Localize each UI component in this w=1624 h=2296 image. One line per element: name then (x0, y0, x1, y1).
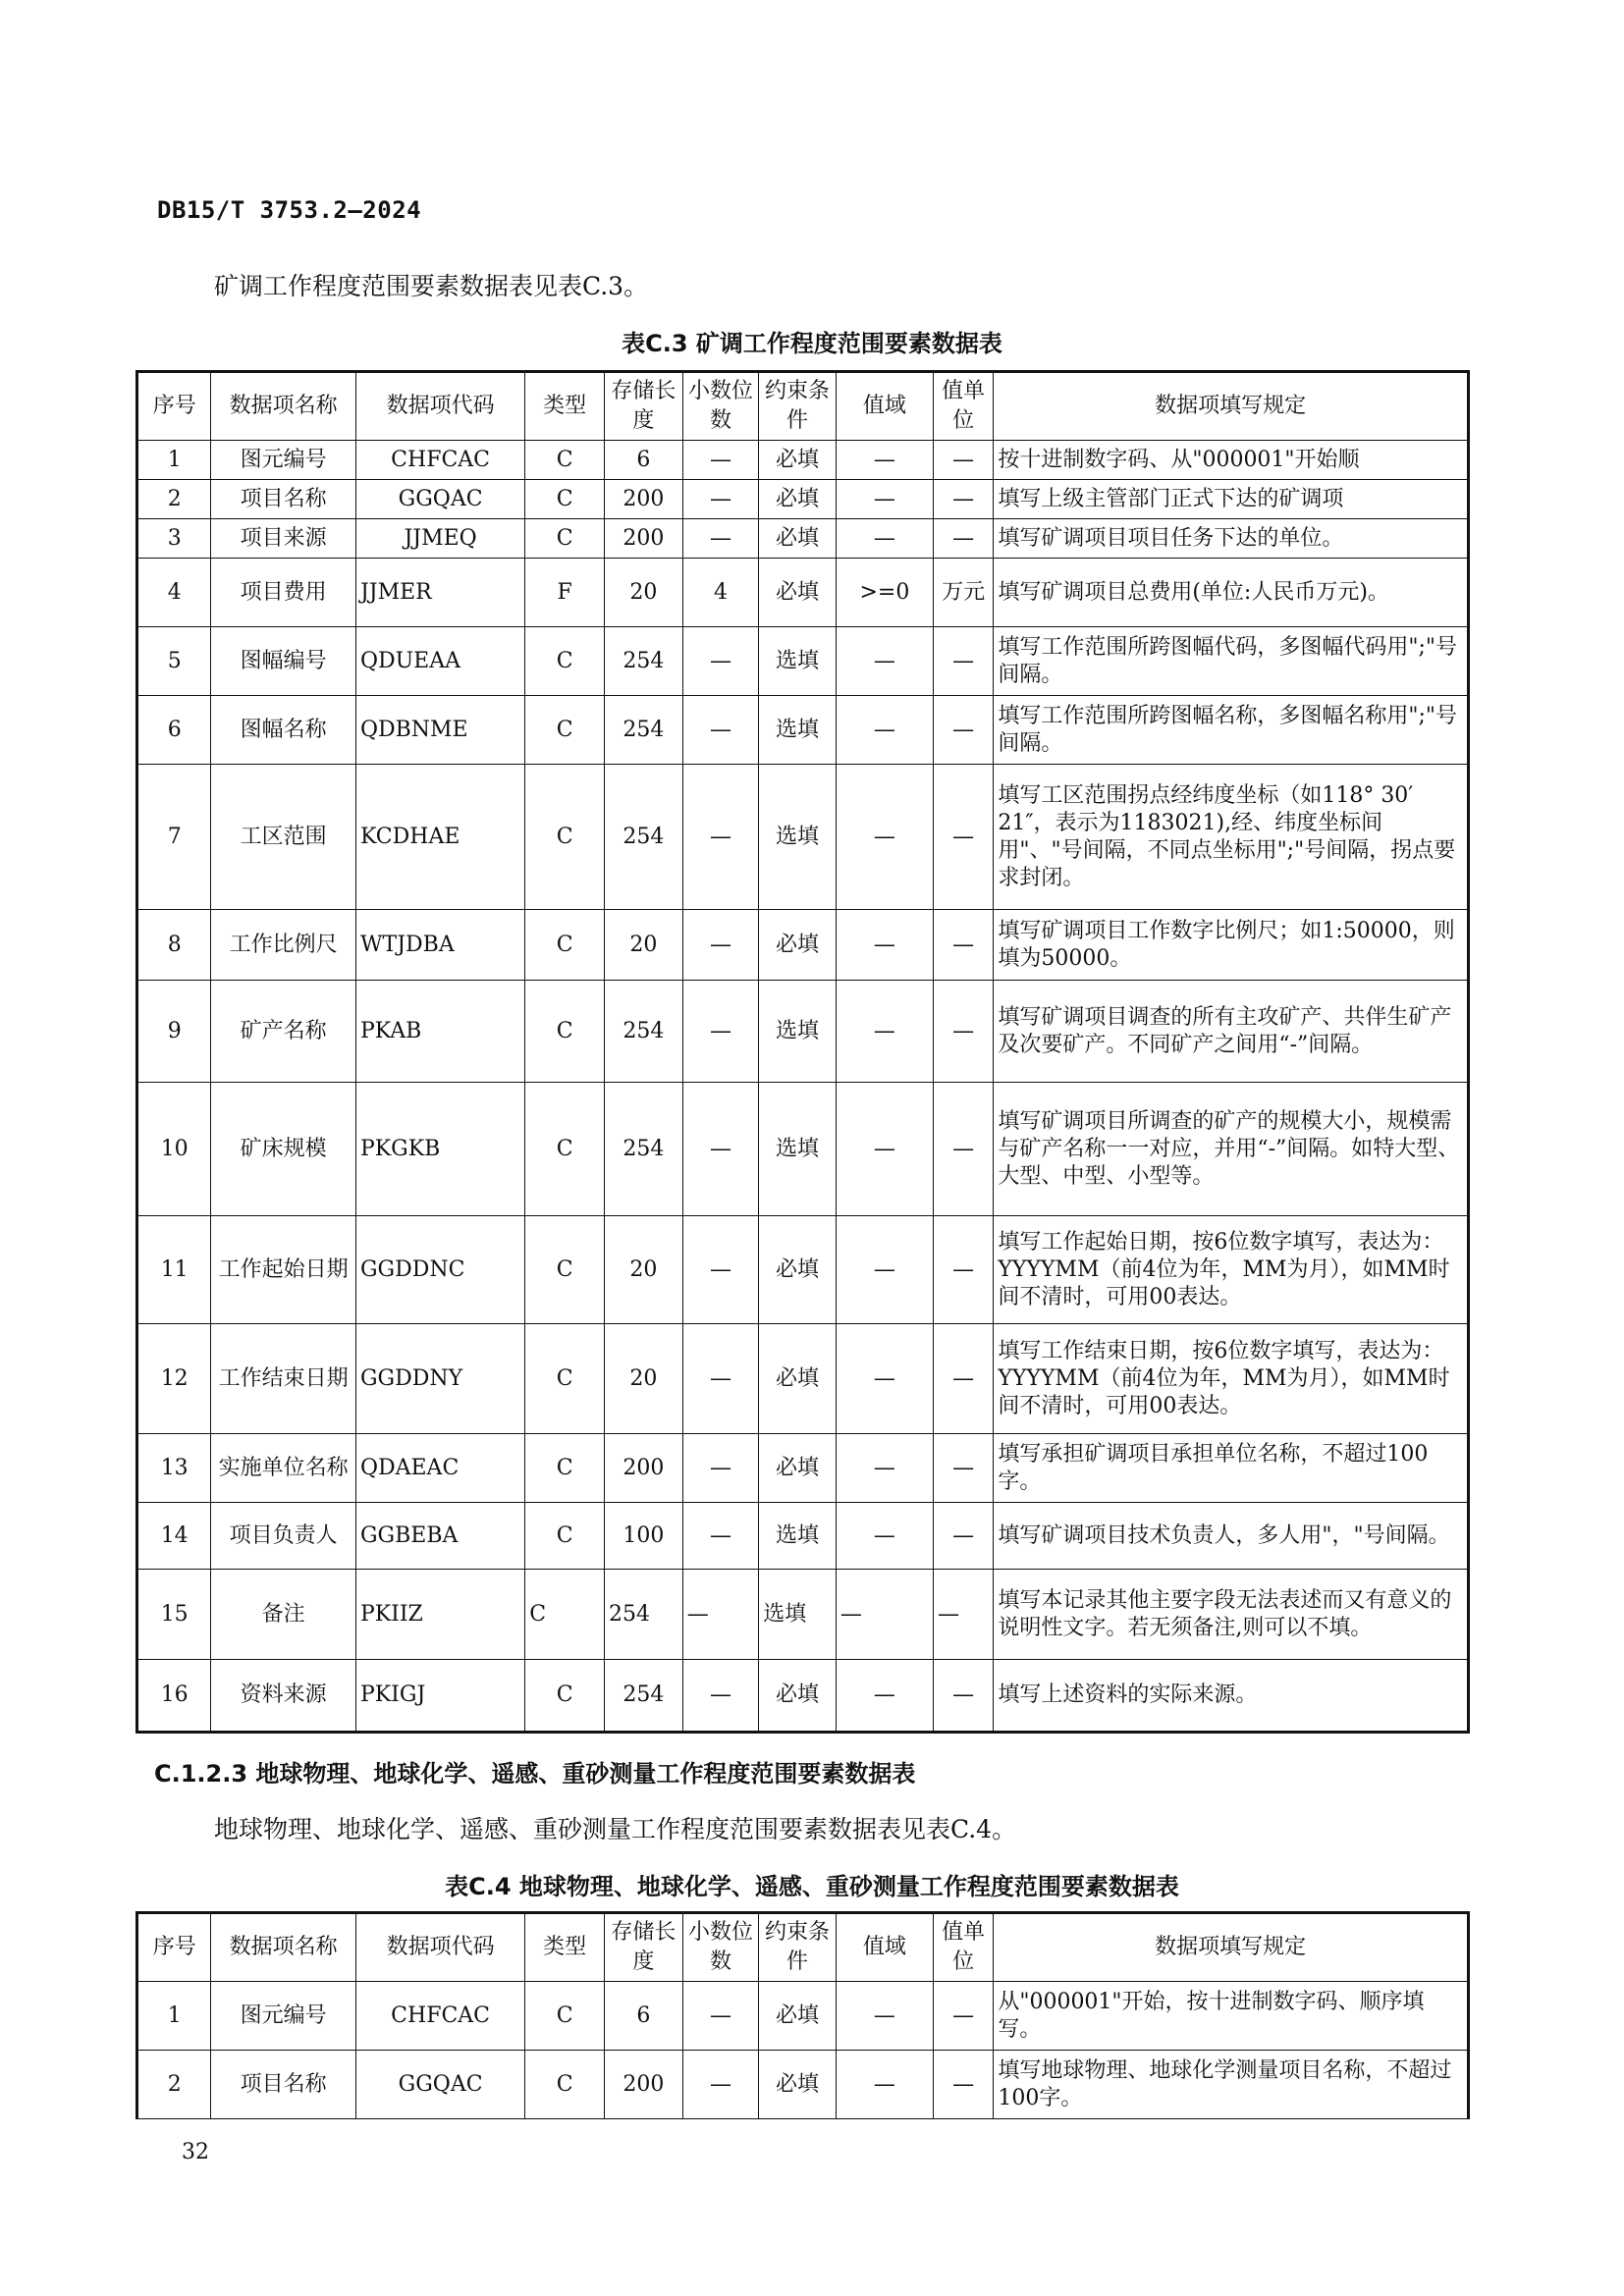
table-c3 (135, 370, 1470, 1734)
table-c3-header-row (137, 372, 1469, 441)
cell-seq: 12 (137, 1324, 211, 1434)
cell-value-range: — (836, 1570, 933, 1660)
cell-storage-length: 254 (605, 981, 683, 1083)
cell-decimal-places: — (682, 910, 759, 981)
cell-value-unit: — (933, 696, 993, 765)
col-header-fill-rule: 数据项填写规定 (994, 372, 1469, 441)
cell-item-code: PKIIZ (355, 1570, 524, 1660)
cell-value-unit: — (933, 1434, 993, 1503)
cell-type: C (525, 1216, 605, 1324)
cell-item-code: GGDDNC (355, 1216, 524, 1324)
cell-value-range: — (836, 1434, 933, 1503)
cell-fill-rule: 填写承担矿调项目承担单位名称，不超过100字。 (994, 1434, 1469, 1503)
cell-value-unit: — (933, 1503, 993, 1570)
cell-value-range: — (836, 1324, 933, 1434)
cell-item-code: PKIGJ (355, 1660, 524, 1733)
cell-item-name: 实施单位名称 (211, 1434, 356, 1503)
col-header-item-code: 数据项代码 (355, 1913, 524, 1982)
table-c4-caption: 表C.4 地球物理、地球化学、遥感、重砂测量工作程度范围要素数据表 (445, 1873, 1179, 1900)
cell-type: C (525, 480, 605, 519)
cell-storage-length: 20 (605, 910, 683, 981)
cell-fill-rule: 填写上级主管部门正式下达的矿调项 (994, 480, 1469, 519)
cell-fill-rule: 填写工作起始日期，按6位数字填写，表达为：YYYYMM（前4位为年，MM为月），如MM时间不清时，可用00表达。 (994, 1216, 1469, 1324)
cell-decimal-places: — (682, 1503, 759, 1570)
col-header-constraint: 约束条件 (759, 372, 837, 441)
cell-value-unit: — (933, 1570, 993, 1660)
cell-value-range: — (836, 519, 933, 559)
cell-item-name: 工作结束日期 (211, 1324, 356, 1434)
cell-fill-rule: 按十进制数字码、从"000001"开始顺 (994, 441, 1469, 480)
cell-storage-length: 254 (605, 696, 683, 765)
table-row (137, 765, 1469, 910)
cell-fill-rule: 填写地球物理、地球化学测量项目名称，不超过100字。 (994, 2051, 1469, 2119)
cell-value-unit: — (933, 1660, 993, 1733)
cell-fill-rule: 从"000001"开始，按十进制数字码、顺序填写。 (994, 1982, 1469, 2051)
cell-decimal-places: — (682, 1660, 759, 1733)
col-header-value-range: 值域 (836, 1913, 933, 1982)
cell-seq: 9 (137, 981, 211, 1083)
cell-item-code: QDBNME (355, 696, 524, 765)
cell-value-unit: — (933, 2051, 993, 2119)
cell-value-range: — (836, 1660, 933, 1733)
table-row (137, 1216, 1469, 1324)
cell-item-code: QDAEAC (355, 1434, 524, 1503)
table-c3-caption: 表C.3 矿调工作程度范围要素数据表 (622, 330, 1002, 357)
col-header-fill-rule: 数据项填写规定 (994, 1913, 1469, 1982)
cell-type: C (525, 1660, 605, 1733)
cell-seq: 10 (137, 1083, 211, 1216)
cell-storage-length: 200 (605, 519, 683, 559)
cell-decimal-places: — (682, 765, 759, 910)
cell-item-code: JJMEQ (355, 519, 524, 559)
cell-constraint: 选填 (759, 981, 837, 1083)
cell-storage-length: 254 (605, 1660, 683, 1733)
cell-item-name: 项目名称 (211, 480, 356, 519)
cell-type: C (525, 910, 605, 981)
cell-type: C (525, 696, 605, 765)
cell-storage-length: 6 (605, 1982, 683, 2051)
table-row (137, 1503, 1469, 1570)
cell-constraint: 必填 (759, 910, 837, 981)
cell-value-range: >=0 (836, 559, 933, 627)
cell-value-unit: — (933, 1324, 993, 1434)
cell-storage-length: 20 (605, 1216, 683, 1324)
cell-seq: 15 (137, 1570, 211, 1660)
cell-constraint: 选填 (759, 1503, 837, 1570)
cell-item-code: JJMER (355, 559, 524, 627)
cell-decimal-places: 4 (682, 559, 759, 627)
table-row (137, 1570, 1469, 1660)
cell-type: C (525, 519, 605, 559)
cell-item-code: WTJDBA (355, 910, 524, 981)
cell-constraint: 必填 (759, 519, 837, 559)
cell-storage-length: 20 (605, 559, 683, 627)
table-row (137, 519, 1469, 559)
cell-value-range: — (836, 1982, 933, 2051)
cell-seq: 16 (137, 1660, 211, 1733)
cell-type: F (525, 559, 605, 627)
cell-item-name: 工作比例尺 (211, 910, 356, 981)
col-header-type: 类型 (525, 372, 605, 441)
table-row (137, 480, 1469, 519)
cell-value-range: — (836, 910, 933, 981)
cell-storage-length: 254 (605, 1570, 683, 1660)
cell-item-code: QDUEAA (355, 627, 524, 696)
cell-item-name: 备注 (211, 1570, 356, 1660)
table-row (137, 696, 1469, 765)
col-header-value-unit: 值单位 (933, 1913, 993, 1982)
intro-paragraph-c3: 矿调工作程度范围要素数据表见表C.3。 (214, 272, 649, 300)
cell-constraint: 选填 (759, 765, 837, 910)
cell-storage-length: 200 (605, 480, 683, 519)
cell-item-name: 项目来源 (211, 519, 356, 559)
cell-item-code: PKAB (355, 981, 524, 1083)
cell-fill-rule: 填写矿调项目项目任务下达的单位。 (994, 519, 1469, 559)
cell-decimal-places: — (682, 2051, 759, 2119)
cell-item-name: 资料来源 (211, 1660, 356, 1733)
cell-fill-rule: 填写矿调项目技术负责人，多人用"，"号间隔。 (994, 1503, 1469, 1570)
cell-value-range: — (836, 627, 933, 696)
cell-type: C (525, 1503, 605, 1570)
cell-seq: 1 (137, 441, 211, 480)
intro-paragraph-c4: 地球物理、地球化学、遥感、重砂测量工作程度范围要素数据表见表C.4。 (214, 1815, 1017, 1843)
cell-value-unit: 万元 (933, 559, 993, 627)
cell-type: C (525, 1434, 605, 1503)
cell-value-unit: — (933, 1083, 993, 1216)
cell-constraint: 必填 (759, 2051, 837, 2119)
cell-storage-length: 254 (605, 627, 683, 696)
cell-value-unit: — (933, 1216, 993, 1324)
cell-constraint: 选填 (759, 627, 837, 696)
cell-constraint: 选填 (759, 696, 837, 765)
cell-value-range: — (836, 480, 933, 519)
cell-type: C (525, 765, 605, 910)
cell-item-code: CHFCAC (355, 441, 524, 480)
cell-value-unit: — (933, 981, 993, 1083)
cell-decimal-places: — (682, 696, 759, 765)
cell-value-unit: — (933, 519, 993, 559)
cell-value-unit: — (933, 1982, 993, 2051)
cell-decimal-places: — (682, 441, 759, 480)
cell-seq: 6 (137, 696, 211, 765)
cell-constraint: 必填 (759, 480, 837, 519)
cell-decimal-places: — (682, 981, 759, 1083)
cell-fill-rule: 填写本记录其他主要字段无法表述而又有意义的说明性文字。若无须备注,则可以不填。 (994, 1570, 1469, 1660)
cell-item-code: GGBEBA (355, 1503, 524, 1570)
cell-type: C (525, 627, 605, 696)
cell-seq: 5 (137, 627, 211, 696)
table-c4 (135, 1911, 1470, 2119)
cell-fill-rule: 填写矿调项目所调查的矿产的规模大小，规模需与矿产名称一一对应，并用“-”间隔。如特大型、大型、中型、小型等。 (994, 1083, 1469, 1216)
col-header-value-unit: 值单位 (933, 372, 993, 441)
table-row (137, 2051, 1469, 2119)
col-header-decimal-places: 小数位数 (682, 372, 759, 441)
cell-decimal-places: — (682, 480, 759, 519)
cell-fill-rule: 填写矿调项目总费用(单位:人民币万元)。 (994, 559, 1469, 627)
cell-constraint: 选填 (759, 1083, 837, 1216)
cell-fill-rule: 填写矿调项目调查的所有主攻矿产、共伴生矿产及次要矿产。不同矿产之间用“-”间隔。 (994, 981, 1469, 1083)
cell-storage-length: 100 (605, 1503, 683, 1570)
cell-item-code: KCDHAE (355, 765, 524, 910)
cell-decimal-places: — (682, 1570, 759, 1660)
cell-type: C (525, 1083, 605, 1216)
cell-storage-length: 254 (605, 1083, 683, 1216)
cell-decimal-places: — (682, 1324, 759, 1434)
cell-type: C (525, 1982, 605, 2051)
cell-storage-length: 6 (605, 441, 683, 480)
cell-constraint: 必填 (759, 1660, 837, 1733)
cell-value-range: — (836, 1083, 933, 1216)
cell-type: C (525, 2051, 605, 2119)
cell-value-range: — (836, 2051, 933, 2119)
table-row (137, 627, 1469, 696)
cell-item-name: 图元编号 (211, 441, 356, 480)
col-header-item-name: 数据项名称 (211, 1913, 356, 1982)
cell-item-name: 图元编号 (211, 1982, 356, 2051)
cell-item-code: CHFCAC (355, 1982, 524, 2051)
page-number: 32 (182, 2140, 209, 2164)
section-heading-c123: C.1.2.3 地球物理、地球化学、遥感、重砂测量工作程度范围要素数据表 (154, 1760, 916, 1788)
cell-seq: 14 (137, 1503, 211, 1570)
table-row (137, 559, 1469, 627)
cell-item-code: GGQAC (355, 480, 524, 519)
cell-value-range: — (836, 696, 933, 765)
col-header-value-range: 值域 (836, 372, 933, 441)
cell-item-code: GGDDNY (355, 1324, 524, 1434)
cell-item-code: GGQAC (355, 2051, 524, 2119)
cell-constraint: 必填 (759, 441, 837, 480)
cell-decimal-places: — (682, 1216, 759, 1324)
cell-seq: 8 (137, 910, 211, 981)
standard-number: DB15/T 3753.2—2024 (157, 196, 422, 224)
cell-seq: 2 (137, 480, 211, 519)
cell-type: C (525, 1324, 605, 1434)
cell-item-name: 图幅名称 (211, 696, 356, 765)
cell-value-range: — (836, 981, 933, 1083)
cell-seq: 2 (137, 2051, 211, 2119)
cell-type: C (525, 1570, 605, 1660)
cell-seq: 11 (137, 1216, 211, 1324)
cell-seq: 7 (137, 765, 211, 910)
cell-item-code: PKGKB (355, 1083, 524, 1216)
cell-value-range: — (836, 1503, 933, 1570)
cell-item-name: 矿产名称 (211, 981, 356, 1083)
table-row (137, 1660, 1469, 1733)
cell-item-name: 工区范围 (211, 765, 356, 910)
cell-constraint: 必填 (759, 1982, 837, 2051)
cell-decimal-places: — (682, 519, 759, 559)
cell-value-unit: — (933, 480, 993, 519)
table-row (137, 441, 1469, 480)
cell-fill-rule: 填写工作范围所跨图幅名称，多图幅名称用";"号间隔。 (994, 696, 1469, 765)
cell-constraint: 必填 (759, 1434, 837, 1503)
cell-decimal-places: — (682, 1434, 759, 1503)
cell-storage-length: 200 (605, 2051, 683, 2119)
cell-value-range: — (836, 1216, 933, 1324)
col-header-type: 类型 (525, 1913, 605, 1982)
col-header-storage-length: 存储长度 (605, 1913, 683, 1982)
cell-value-range: — (836, 765, 933, 910)
table-row (137, 1434, 1469, 1503)
cell-item-name: 项目费用 (211, 559, 356, 627)
cell-fill-rule: 填写上述资料的实际来源。 (994, 1660, 1469, 1733)
table-row (137, 1324, 1469, 1434)
col-header-storage-length: 存储长度 (605, 372, 683, 441)
cell-type: C (525, 441, 605, 480)
cell-decimal-places: — (682, 627, 759, 696)
cell-seq: 1 (137, 1982, 211, 2051)
cell-type: C (525, 981, 605, 1083)
cell-fill-rule: 填写工作范围所跨图幅代码，多图幅代码用";"号间隔。 (994, 627, 1469, 696)
table-row (137, 1083, 1469, 1216)
cell-storage-length: 20 (605, 1324, 683, 1434)
cell-item-name: 图幅编号 (211, 627, 356, 696)
cell-seq: 4 (137, 559, 211, 627)
col-header-decimal-places: 小数位数 (682, 1913, 759, 1982)
table-row (137, 981, 1469, 1083)
cell-value-unit: — (933, 441, 993, 480)
cell-seq: 13 (137, 1434, 211, 1503)
cell-constraint: 必填 (759, 1216, 837, 1324)
cell-item-name: 项目负责人 (211, 1503, 356, 1570)
cell-decimal-places: — (682, 1982, 759, 2051)
col-header-constraint: 约束条件 (759, 1913, 837, 1982)
cell-item-name: 工作起始日期 (211, 1216, 356, 1324)
col-header-item-code: 数据项代码 (355, 372, 524, 441)
table-row (137, 910, 1469, 981)
cell-seq: 3 (137, 519, 211, 559)
cell-item-name: 项目名称 (211, 2051, 356, 2119)
cell-value-unit: — (933, 910, 993, 981)
cell-fill-rule: 填写工区范围拐点经纬度坐标（如118° 30′ 21″，表示为1183021),经、纬度坐标间用"、"号间隔，不同点坐标用";"号间隔，拐点要求封闭。 (994, 765, 1469, 910)
cell-value-unit: — (933, 765, 993, 910)
col-header-seq: 序号 (137, 1913, 211, 1982)
cell-decimal-places: — (682, 1083, 759, 1216)
cell-storage-length: 254 (605, 765, 683, 910)
cell-item-name: 矿床规模 (211, 1083, 356, 1216)
cell-storage-length: 200 (605, 1434, 683, 1503)
table-c4-header-row (137, 1913, 1469, 1982)
cell-value-range: — (836, 441, 933, 480)
cell-value-unit: — (933, 627, 993, 696)
cell-fill-rule: 填写矿调项目工作数字比例尺；如1:50000，则填为50000。 (994, 910, 1469, 981)
cell-constraint: 选填 (759, 1570, 837, 1660)
col-header-item-name: 数据项名称 (211, 372, 356, 441)
cell-fill-rule: 填写工作结束日期，按6位数字填写，表达为：YYYYMM（前4位为年，MM为月），如MM时间不清时，可用00表达。 (994, 1324, 1469, 1434)
table-row (137, 1982, 1469, 2051)
cell-constraint: 必填 (759, 559, 837, 627)
col-header-seq: 序号 (137, 372, 211, 441)
cell-constraint: 必填 (759, 1324, 837, 1434)
